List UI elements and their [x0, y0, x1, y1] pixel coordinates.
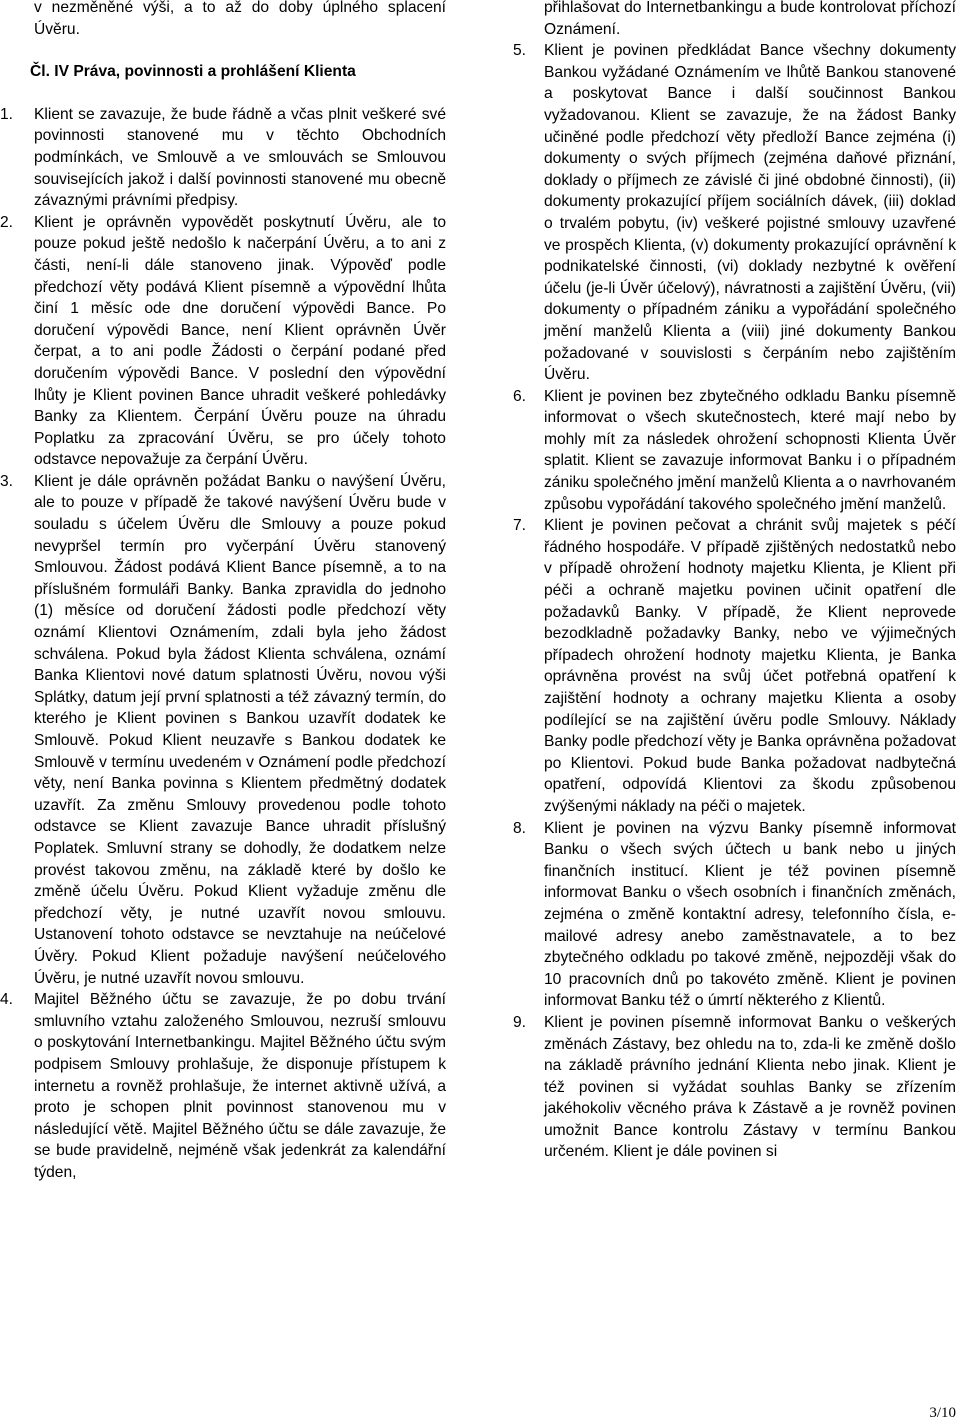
list-item-1	[0, 104, 446, 212]
item-text: Klient je povinen předkládat Bance všechny dokumenty Bankou vyžádané Oznámením ve lhůtě Bankou stanovené a poskytovat Bance i další součinnost Bankou vyžadovanou. Klient se zavazuje, že na žádost Banky učiněné podle předchozí věty předloží Bance zejména (i) dokumenty o svých příjmech (zejména daňové přiznání, doklady o příjmech ze závislé či jiné obdobné činnosti), (ii) dokumenty prokazující příjem sociálních dávek, (iii) doklad o trvalém pobytu, (iv) veškeré pojistné smlouvy uzavřené ve prospěch Klienta, (v) dokumenty prokazující oprávnění k podnikatelské činnosti, (vi) doklady nezbytné k ověření účelu (je-li Úvěr účelový), návratnosti a zajištění Úvěru, (vii) dokumenty o případném zániku a vypořádání společného jmění manželů Klienta a (viii) jiné dokumenty Bankou požadované v souvislosti s čerpáním nebo zajištěním Úvěru.	[544, 42, 956, 384]
continuation-paragraph: přihlašovat do Internetbankingu a bude kontrolovat příchozí Oznámení.	[544, 0, 956, 38]
item-text: Klient je povinen na výzvu Banky písemně informovat Banku o všech svých účtech u bank nebo u jiných finančních institucí. Klient je též povinen písemně informovat Banku o všech osobních i finančních změnách, zejména o změně kontaktní adresy, telefonního čísla, e-mailové adresy anebo zaměstnavatele, a to bez zbytečného odkladu po takové změně, nejpozději však do 10 pracovních dnů po takovéto změně. Klient je povinen informovat Banku též o úmrtí některého z Klientů.	[544, 819, 956, 1010]
list-item-3	[0, 471, 446, 989]
item-text: Majitel Běžného účtu se zavazuje, že po dobu trvání smluvního vztahu založeného Smlouvou, nezruší smlouvu o poskytování Internetbankingu. Majitel Běžného účtu svým podpisem Smlouvy prohlašuje, že disponuje přístupem k internetu a rovněž prohlašuje, že internet aktivně užívá, a proto je schopen plnit povinnost stanovenou mu v následující větě. Majitel Běžného účtu se dále zavazuje, že se bude pravidelně, nejméně však jedenkrát za kalendářní týden,	[34, 991, 446, 1181]
item-number: 3.	[0, 472, 14, 490]
item-number: 1.	[0, 105, 14, 123]
item-text: Klient je povinen písemně informovat Banku o veškerých změnách Zástavy, bez ohledu na to, zda-li ke změně došlo na základě právního jednání Klienta nebo jinak. Klient je též povinen si vyžádat souhlas Banky se zřízením jakéhokoliv věcného práva k Zástavě a je rovněž povinen umožnit Bance kontrolu Zástavy v termínu Bankou určeném. Klient je dále povinen si	[544, 1013, 956, 1161]
item-number: 8.	[513, 819, 527, 837]
list-item-9	[510, 1012, 956, 1163]
left-column	[0, 0, 446, 1183]
item-text: Klient je povinen bez zbytečného odkladu Banku písemně informovat o všech skutečnostech, které mají nebo by mohly mít za následek ohrožení schopnosti Klienta Úvěr splatit. Klient se zavazuje informovat Banku i o případném zániku společného jmění manželů Klienta a o navrhovaném způsobu vypořádání takového společného jmění manželů.	[544, 387, 956, 513]
right-column	[510, 0, 956, 1163]
list-item-2	[0, 212, 446, 471]
list-item-8	[510, 818, 956, 1012]
item-text: Klient se zavazuje, že bude řádně a včas plnit veškeré své povinnosti stanovené mu v těchto Obchodních podmínkách, ve Smlouvě a ve smlouvách se Smlouvou souvisejících jakož i další povinnosti stanovené mu obecně závaznými právními předpisy.	[34, 105, 446, 210]
intro-paragraph: v nezměněné výši, a to až do doby úplného splacení Úvěru.	[34, 0, 446, 38]
item-number: 2.	[0, 213, 14, 231]
item-text: Klient je dále oprávněn požádat Banku o navýšení Úvěru, ale to pouze v případě že takové navýšení Úvěru bude v souladu s účelem Úvěru dle Smlouvy a pouze pokud nevypršel termín pro vyčerpání Úvěru stanovený Smlouvou. Žádost podává Klient Bance písemně, a to na příslušném formuláři Banky. Banka zpravidla do jednoho (1) měsíce od doručení žádosti podle předchozí věty oznámí Klientovi Oznámením, zdali byla jeho žádost schválena. Pokud byla žádost Klienta schválena, oznámí Banka Klientovi nové datum splatnosti Úvěru, novou výši Splátky, datum její první splatnosti a též závazný termín, do kterého je Klient povinen s Bankou uzavřít dodatek ke Smlouvě. Pokud Klient neuzavře s Bankou dodatek ke Smlouvě v termínu uvedeném v Oznámení podle předchozí věty, není Banka povinna s Klientem předmětný dodatek uzavřít. Za změnu Smlouvy provedenou podle tohoto odstavce se Klient zavazuje Bance uhradit příslušný Poplatek. Smluvní strany se dohodly, že dodatkem nelze provést takovou změnu, na základě které by došlo ke změně účelu Úvěru. Pokud Klient vyžaduje změnu dle předchozí věty, je nutné uzavřít novou smlouvu. Ustanovení tohoto odstavce se nevztahuje na neúčelové Úvěry. Pokud Klient požaduje navýšení neúčelového Úvěru, je nutné uzavřít novou smlouvu.	[34, 472, 446, 987]
item-number: 5.	[513, 42, 527, 60]
item-number: 4.	[0, 991, 14, 1009]
list-item-4	[0, 989, 446, 1183]
item-number: 6.	[513, 387, 527, 405]
list-item-5	[510, 40, 956, 386]
section-heading: Čl. IV Práva, povinnosti a prohlášení Klienta	[30, 63, 356, 81]
item-number: 7.	[513, 517, 527, 535]
list-item-7	[510, 515, 956, 817]
item-text: Klient je povinen pečovat a chránit svůj majetek s péčí řádného hospodáře. V případě zjištěných nedostatků nebo v případě ohrožení hodnoty majetku Klienta, je Klient při péči a ochraně majetku povinen učinit opatření dle požadavků Banky. V případě, že Klient neprovede bezodkladně požadavky Banky, nebo ve výjimečných případech ohrožení hodnoty majetku Klienta, je Banka oprávněna provést na svůj účet potřebná opatření k zajištění hodnoty a ochrany majetku Klienta a osoby podílející se na zajištění úvěru podle Smlouvy. Náklady Banky podle předchozí věty je Banka oprávněna požadovat po Klientovi. Pokud bude Banka požadovat nadbytečná opatření, odpovídá Klientovi za škodu způsobenou zvýšenými náklady na péči o majetek.	[544, 517, 956, 815]
page-number: 3/10	[929, 1405, 956, 1421]
item-text: Klient je oprávněn vypovědět poskytnutí Úvěru, ale to pouze pokud ještě nedošlo k načerpání Úvěru, a to ani z části, není-li dále stanoveno jinak. Výpověď podle předchozí věty podává Klient písemně a výpovědní lhůta činí 1 měsíc ode dne doručení výpovědi Bance. Po doručení výpovědi Bance, není Klient oprávněn Úvěr čerpat, a to ani podle Žádosti o čerpání podané před doručením výpovědi Bance. V poslední den výpovědní lhůty je Klient povinen Bance uhradit veškeré pohledávky Banky za Klientem. Čerpání Úvěru pouze na úhradu Poplatku za zpracování Úvěru, se pro účely tohoto odstavce nepovažuje za čerpání Úvěru.	[34, 213, 446, 469]
item-number: 9.	[513, 1013, 527, 1031]
list-item-6	[510, 386, 956, 516]
